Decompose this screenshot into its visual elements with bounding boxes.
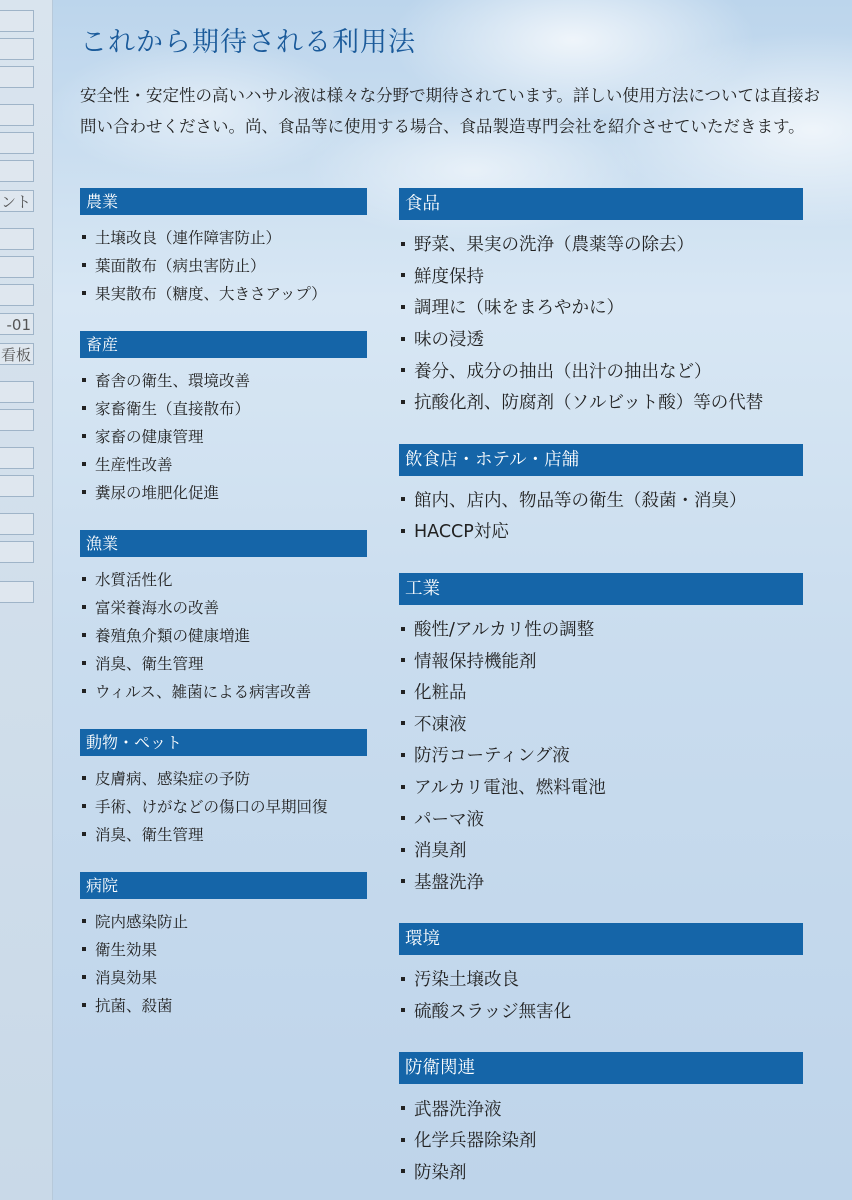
square-bullet-icon: [82, 776, 86, 780]
list-item-text: 皮膚病、感染症の予防: [95, 770, 251, 788]
square-bullet-icon: [82, 1003, 86, 1007]
list-item-text: 防汚コーティング液: [414, 746, 570, 767]
list-item: [399, 354, 803, 386]
square-bullet-icon: [82, 235, 86, 239]
square-bullet-icon: [401, 977, 405, 981]
square-bullet-icon: [401, 1008, 405, 1012]
list-item-text: 基盤洗浄: [414, 872, 484, 893]
square-bullet-icon: [82, 291, 86, 295]
usage-section: [399, 923, 803, 1052]
list-item: [80, 251, 367, 279]
square-bullet-icon: [82, 975, 86, 979]
sidebar-nav-button[interactable]: [0, 66, 34, 88]
square-bullet-icon: [82, 661, 86, 665]
square-bullet-icon: [401, 1138, 405, 1142]
sidebar-nav-button[interactable]: [0, 513, 34, 535]
list-item: [80, 907, 367, 935]
list-item: [399, 771, 803, 803]
usage-section: [399, 573, 803, 923]
square-bullet-icon: [401, 1169, 405, 1173]
square-bullet-icon: [82, 605, 86, 609]
sidebar-nav-button[interactable]: [0, 284, 34, 306]
square-bullet-icon: [401, 529, 405, 533]
square-bullet-icon: [82, 689, 86, 693]
list-item: [80, 621, 367, 649]
list-item: [399, 1155, 803, 1187]
sidebar-nav-button[interactable]: [0, 409, 34, 431]
usage-list: [80, 358, 367, 530]
list-item: [399, 866, 803, 898]
list-item-text: 野菜、果実の洗浄（農薬等の除去）: [414, 235, 694, 256]
list-item: [80, 394, 367, 422]
usage-list: [80, 557, 367, 729]
list-item-text: 衛生効果: [95, 941, 158, 959]
list-item-text: 化粧品: [414, 683, 467, 704]
list-item-text: HACCP対応: [414, 522, 509, 543]
usage-section: [80, 331, 367, 530]
square-bullet-icon: [401, 400, 405, 404]
usage-section: [399, 444, 803, 573]
list-item: [80, 478, 367, 506]
list-item-text: 養分、成分の抽出（出汁の抽出など）: [414, 361, 712, 382]
list-item-text: 生産性改善: [95, 456, 173, 474]
list-item: [80, 963, 367, 991]
list-item: [399, 1124, 803, 1156]
usage-section: [80, 188, 367, 331]
sidebar-nav-button[interactable]: [0, 38, 34, 60]
square-bullet-icon: [401, 305, 405, 309]
usage-list: [399, 1084, 803, 1200]
list-item-text: 不凍液: [414, 714, 467, 735]
list-item: [80, 565, 367, 593]
list-item: [399, 834, 803, 866]
list-item-text: 糞尿の堆肥化促進: [95, 484, 220, 502]
list-item-text: 情報保持機能剤: [414, 651, 537, 672]
square-bullet-icon: [82, 263, 86, 267]
list-item-text: 院内感染防止: [95, 913, 189, 931]
list-item-text: 汚染土壌改良: [414, 970, 519, 991]
square-bullet-icon: [401, 785, 405, 789]
list-item: [399, 1092, 803, 1124]
page-title: これから期待される利用法: [80, 27, 416, 58]
sidebar-nav-button[interactable]: [0, 256, 34, 278]
section-heading: 食品: [399, 188, 803, 220]
list-item-text: 館内、店内、物品等の衛生（殺菌・消臭）: [414, 490, 747, 511]
right-column: [399, 188, 803, 1200]
list-item-text: 鮮度保持: [414, 266, 484, 287]
usage-list: [80, 756, 367, 872]
list-item: [80, 991, 367, 1019]
usage-section: [399, 1052, 803, 1200]
list-item-text: 家畜の健康管理: [95, 428, 204, 446]
usage-section: [80, 530, 367, 729]
sidebar-nav-button[interactable]: [0, 104, 34, 126]
list-item-text: 養殖魚介類の健康増進: [95, 627, 251, 645]
list-item: [399, 613, 803, 645]
square-bullet-icon: [401, 242, 405, 246]
sidebar-nav-button[interactable]: [0, 10, 34, 32]
list-item-text: 畜舎の衛生、環境改善: [95, 372, 251, 390]
list-item: [80, 279, 367, 307]
list-item-text: 土壌改良（連作障害防止）: [95, 229, 282, 247]
list-item: [399, 802, 803, 834]
square-bullet-icon: [82, 947, 86, 951]
list-item-text: 家畜衛生（直接散布）: [95, 400, 251, 418]
square-bullet-icon: [82, 462, 86, 466]
usage-section: [80, 729, 367, 872]
list-item-text: 硫酸スラッジ無害化: [414, 1001, 572, 1022]
sidebar-nav-button[interactable]: [0, 475, 34, 497]
list-item: [399, 291, 803, 323]
square-bullet-icon: [82, 832, 86, 836]
list-item-text: 葉面散布（病虫害防止）: [95, 257, 266, 275]
list-item-text: 果実散布（糖度、大きさアップ）: [95, 285, 327, 303]
sidebar-nav-button[interactable]: [0, 160, 34, 182]
list-item: [80, 820, 367, 848]
list-item: [80, 649, 367, 677]
list-item-text: 手術、けがなどの傷口の早期回復: [95, 798, 328, 816]
list-item-text: 抗酸化剤、防腐剤（ソルビット酸）等の代替: [414, 393, 764, 414]
list-item: [399, 995, 803, 1027]
square-bullet-icon: [401, 848, 405, 852]
sidebar-nav-button[interactable]: [0, 447, 34, 469]
list-item: [399, 386, 803, 418]
list-item-text: 消臭効果: [95, 969, 158, 987]
list-item-text: 抗菌、殺菌: [95, 997, 173, 1015]
section-heading: 農業: [80, 188, 367, 215]
list-item: [399, 484, 803, 516]
left-column: [80, 188, 367, 1043]
square-bullet-icon: [401, 753, 405, 757]
square-bullet-icon: [401, 627, 405, 631]
sidebar-nav-button[interactable]: [0, 381, 34, 403]
list-item: [80, 223, 367, 251]
usage-list: [80, 899, 367, 1043]
list-item: [399, 676, 803, 708]
list-item: [80, 450, 367, 478]
list-item: [399, 228, 803, 260]
section-heading: 工業: [399, 573, 803, 605]
square-bullet-icon: [82, 434, 86, 438]
list-item: [399, 708, 803, 740]
sidebar-nav-button[interactable]: 看板: [0, 343, 34, 365]
square-bullet-icon: [401, 497, 405, 501]
section-heading: 畜産: [80, 331, 367, 358]
square-bullet-icon: [401, 658, 405, 662]
square-bullet-icon: [401, 721, 405, 725]
list-item-text: 酸性/アルカリ性の調整: [414, 620, 595, 641]
usage-list: [399, 476, 803, 573]
section-heading: 病院: [80, 872, 367, 899]
list-item-text: 味の浸透: [414, 330, 484, 351]
list-item: [399, 739, 803, 771]
sidebar-nav-button[interactable]: ント: [0, 190, 34, 212]
list-item: [80, 366, 367, 394]
main-content: [53, 0, 852, 1200]
intro-text: 安全性・安定性の高いハサル液は様々な分野で期待されています。詳しい使用方法については直接お問い合わせください。尚、食品等に使用する場合、食品製造専門会社を紹介させていただきます。: [80, 86, 821, 136]
list-item: [399, 260, 803, 292]
list-item-text: 調理に（味をまろやかに）: [414, 298, 624, 319]
list-item-text: 武器洗浄液: [414, 1099, 502, 1120]
list-item: [399, 515, 803, 547]
list-item: [80, 677, 367, 705]
list-item: [80, 792, 367, 820]
list-item: [80, 422, 367, 450]
square-bullet-icon: [401, 337, 405, 341]
list-item: [399, 644, 803, 676]
list-item-text: 消臭剤: [414, 841, 467, 862]
list-item: [399, 963, 803, 995]
left-sidebar: [0, 0, 53, 1200]
usage-section: [399, 188, 803, 444]
sidebar-nav-button[interactable]: [0, 228, 34, 250]
usage-list: [399, 605, 803, 923]
list-item-text: 水質活性化: [95, 571, 173, 589]
list-item: [80, 764, 367, 792]
square-bullet-icon: [82, 378, 86, 382]
list-item-text: 消臭、衛生管理: [95, 826, 204, 844]
square-bullet-icon: [401, 879, 405, 883]
square-bullet-icon: [401, 816, 405, 820]
list-item: [399, 323, 803, 355]
section-heading: 防衛関連: [399, 1052, 803, 1084]
square-bullet-icon: [82, 919, 86, 923]
section-heading: 動物・ペット: [80, 729, 367, 756]
square-bullet-icon: [401, 273, 405, 277]
section-heading: 漁業: [80, 530, 367, 557]
list-item-text: 消臭、衛生管理: [95, 655, 204, 673]
list-item: [80, 935, 367, 963]
usage-section: [80, 872, 367, 1043]
square-bullet-icon: [82, 633, 86, 637]
usage-list: [399, 955, 803, 1052]
list-item-text: アルカリ電池、燃料電池: [414, 778, 606, 799]
sidebar-nav-button[interactable]: -01: [0, 313, 34, 335]
section-heading: 環境: [399, 923, 803, 955]
section-heading: 飲食店・ホテル・店舗: [399, 444, 803, 476]
sidebar-nav-button[interactable]: [0, 581, 34, 603]
list-item-text: ウィルス、雑菌による病害改善: [95, 683, 312, 701]
list-item-text: 富栄養海水の改善: [95, 599, 220, 617]
square-bullet-icon: [82, 577, 86, 581]
square-bullet-icon: [401, 690, 405, 694]
list-item-text: 化学兵器除染剤: [414, 1131, 537, 1152]
list-item: [80, 593, 367, 621]
usage-list: [80, 215, 367, 331]
usage-list: [399, 220, 803, 444]
square-bullet-icon: [82, 406, 86, 410]
list-item-text: 防染剤: [414, 1162, 467, 1183]
square-bullet-icon: [401, 368, 405, 372]
list-item-text: パーマ液: [414, 809, 484, 830]
sidebar-nav-button[interactable]: [0, 132, 34, 154]
square-bullet-icon: [82, 490, 86, 494]
sidebar-nav-button[interactable]: [0, 541, 34, 563]
square-bullet-icon: [401, 1106, 405, 1110]
square-bullet-icon: [82, 804, 86, 808]
